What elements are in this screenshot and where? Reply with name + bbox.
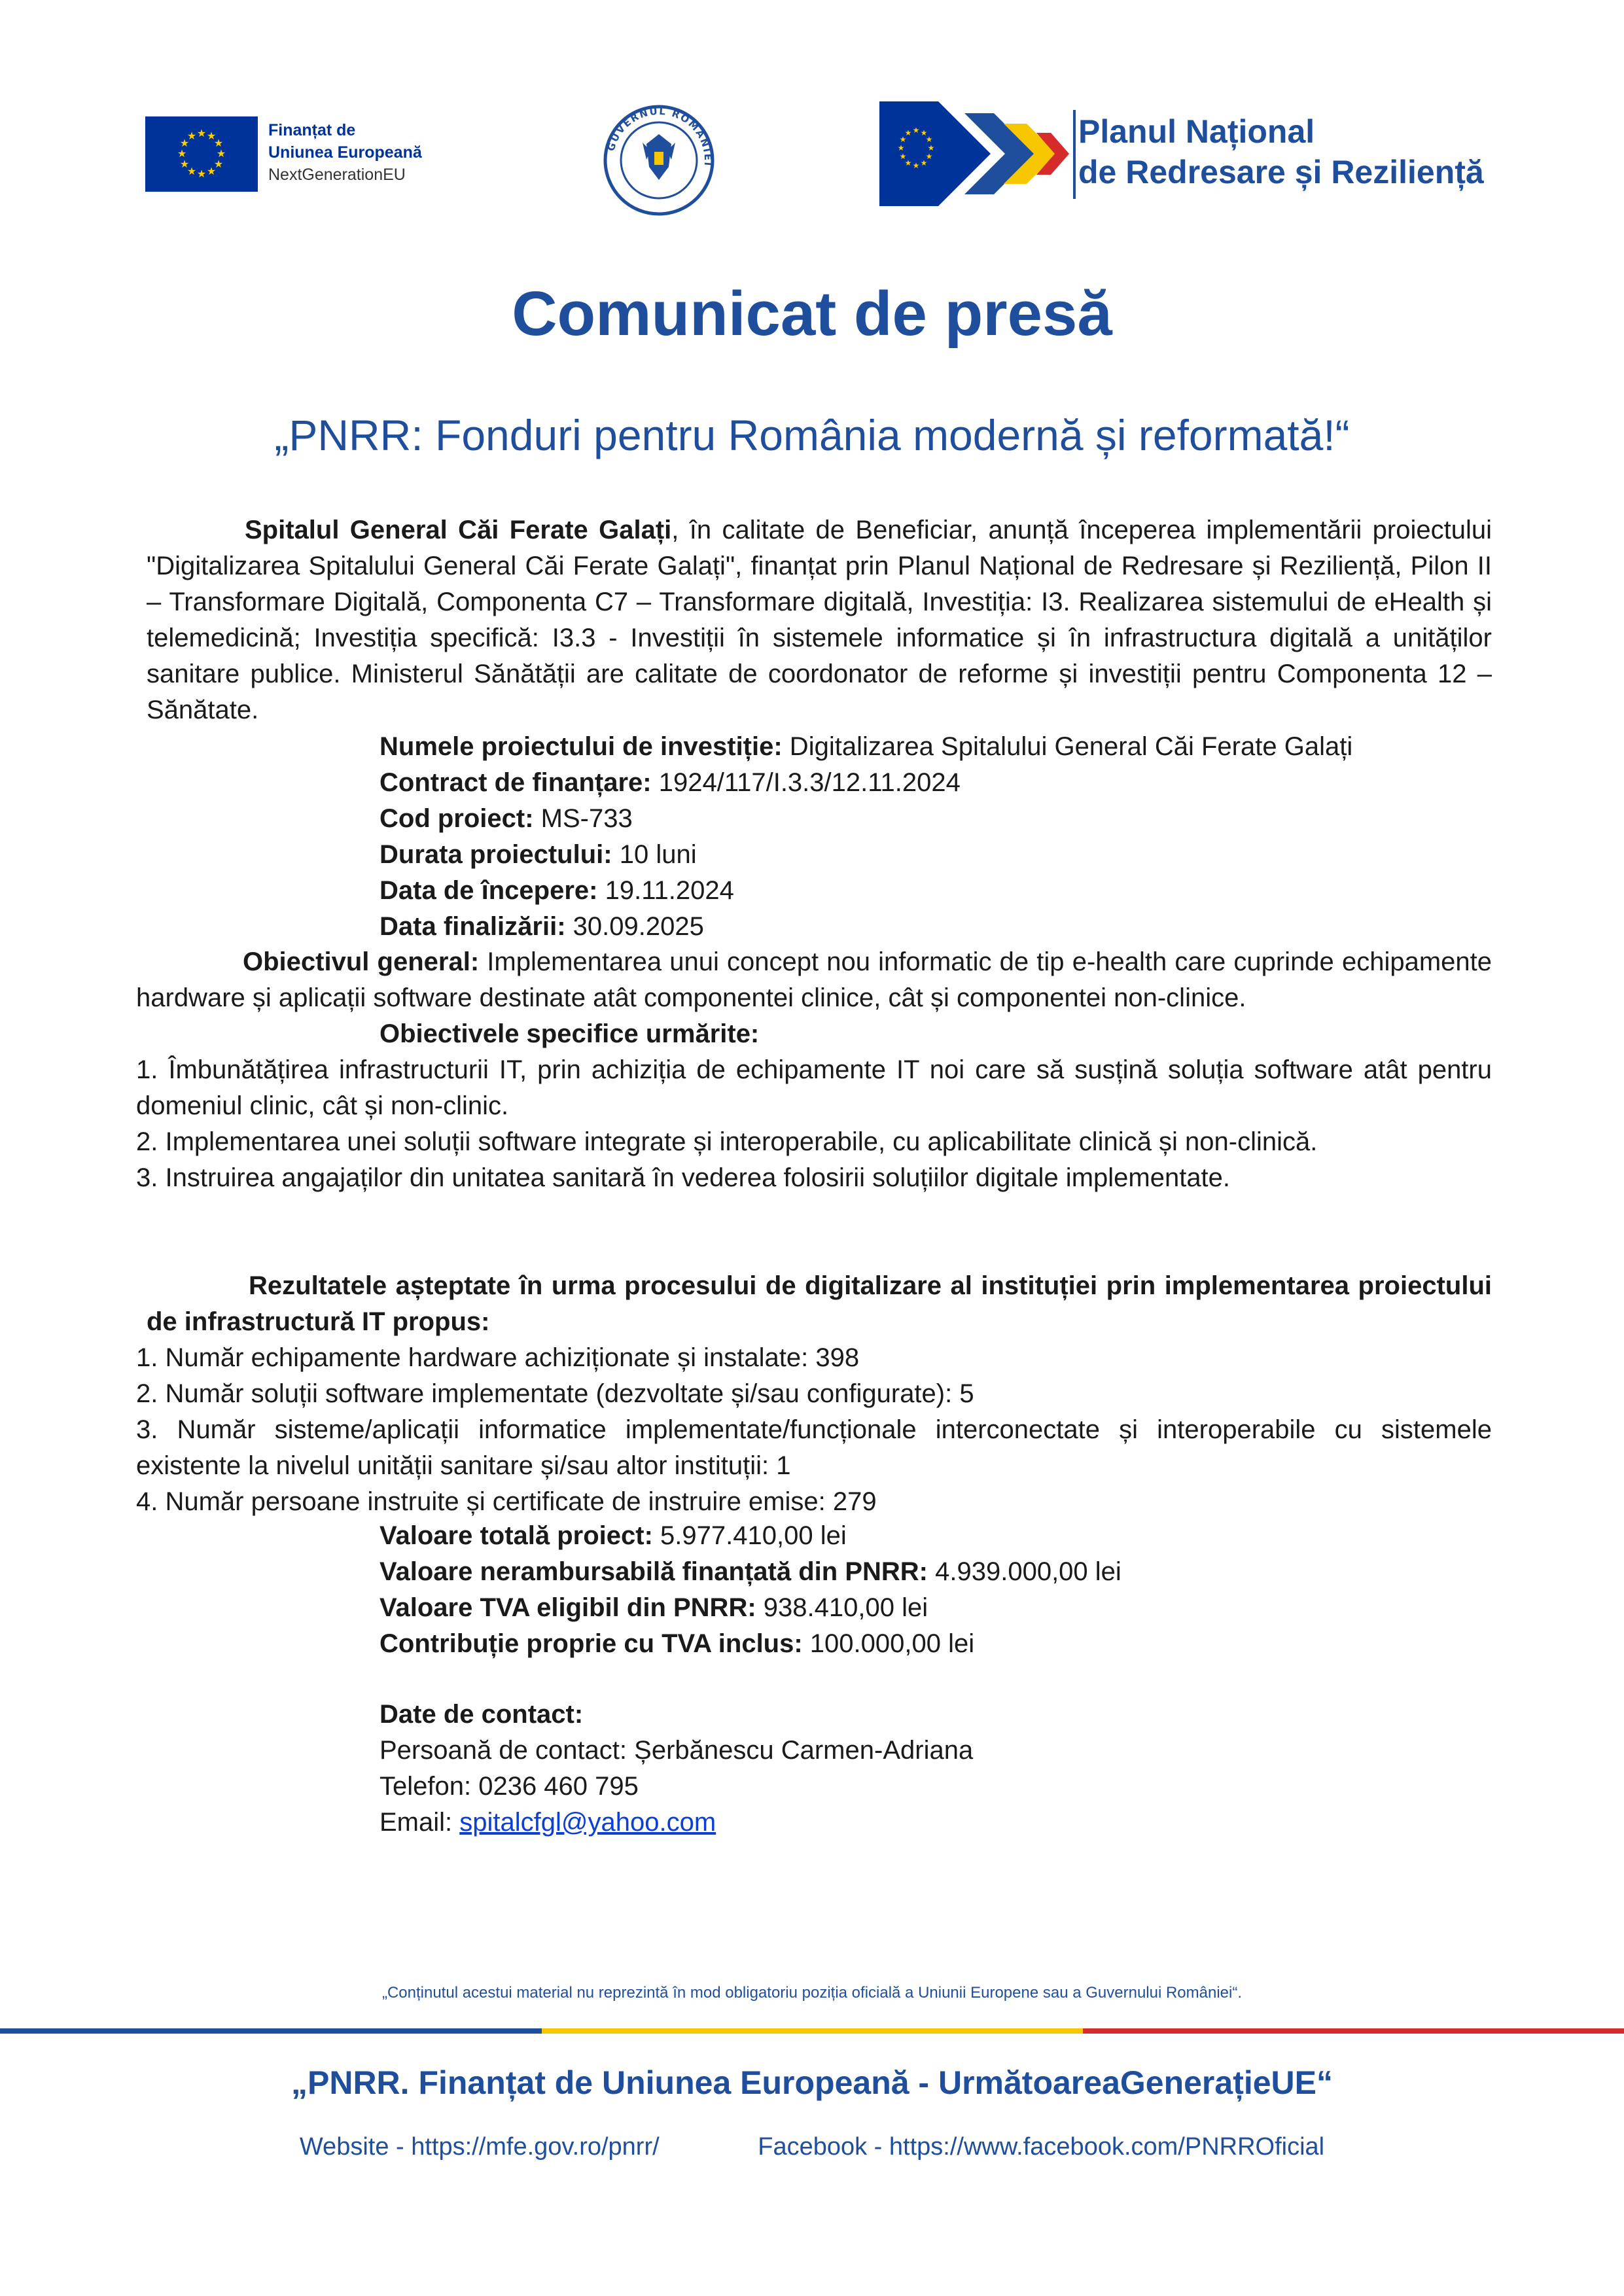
objectives-section <box>136 944 1492 1196</box>
email-label: Email: <box>380 1808 460 1837</box>
results-heading <box>136 1268 1492 1340</box>
svg-text:★: ★ <box>899 135 907 144</box>
facebook-link[interactable]: Facebook - https://www.facebook.com/PNRROficial <box>758 2133 1325 2161</box>
contact-section <box>136 1697 1492 1841</box>
detail-value: MS-733 <box>533 804 633 833</box>
specific-heading-text: Obiectivele specifice urmărite: <box>380 1019 760 1048</box>
detail-label: Contract de finanțare: <box>380 768 652 797</box>
detail-value: 19.11.2024 <box>597 876 734 905</box>
result-item: 3. Număr sisteme/aplicații informatice implementate/funcționale interconectate și interoperabile cu sistemele existente la nivelul unității sanitare și/sau altor instituții: 1 <box>136 1415 1492 1480</box>
general-objective-label: Obiectivul general: <box>243 947 480 976</box>
detail-row <box>136 837 1492 873</box>
footer-slogan: „PNRR. Finanțat de Uniunea Europeană - UrmătoareaGenerațieUE“ <box>291 2064 1333 2101</box>
svg-text:★: ★ <box>920 158 928 168</box>
specific-objective-item: 1. Îmbunătățirea infrastructurii IT, prin achiziția de echipamente IT noi care să susțină soluția software atât pentru domeniul clinic, cât și non-clinic. <box>136 1055 1492 1120</box>
contact-phone: Telefon: 0236 460 795 <box>380 1772 639 1801</box>
svg-text:★: ★ <box>196 127 207 139</box>
contact-heading <box>136 1697 1492 1733</box>
value-label: Valoare nerambursabilă finanțată din PNRR: <box>380 1557 928 1586</box>
svg-text:★: ★ <box>912 126 920 135</box>
detail-row <box>136 765 1492 801</box>
specific-objectives-heading <box>136 1016 1492 1052</box>
svg-text:★: ★ <box>927 143 935 152</box>
value-label: Valoare totală proiect: <box>380 1521 653 1550</box>
detail-value: 1924/117/I.3.3/12.11.2024 <box>651 768 961 797</box>
value-label: Contribuție proprie cu TVA inclus: <box>380 1629 803 1658</box>
general-objective-text: Implementarea unui concept nou informatic de tip e-health care cuprinde echipamente hardware și aplicații software destinate atât componentei clinice, cât și componentei non-clinice. <box>136 947 1492 1012</box>
svg-text:★: ★ <box>179 137 190 149</box>
detail-label: Data de începere: <box>380 876 598 905</box>
svg-text:★: ★ <box>897 143 905 152</box>
svg-text:★: ★ <box>920 128 928 137</box>
eu-flag-logo <box>145 116 258 192</box>
disclaimer: „Conținutul acestui material nu reprezintă în mod obligatoriu poziția oficială a Uniunii Europene sau a Guvernului României“. <box>381 1984 1243 2002</box>
eu-logo-line1: Finanțat de <box>268 121 356 139</box>
detail-label: Cod proiect: <box>380 804 534 833</box>
detail-value: 30.09.2025 <box>565 912 704 941</box>
pnrr-logo-divider <box>1073 110 1076 199</box>
value-amount: 100.000,00 lei <box>802 1629 975 1658</box>
detail-label: Data finalizării: <box>380 912 566 941</box>
project-details <box>136 729 1492 945</box>
footer-stripe-yellow <box>542 2028 1083 2034</box>
svg-text:★: ★ <box>899 152 907 161</box>
value-amount: 5.977.410,00 lei <box>652 1521 847 1550</box>
pnrr-logo-text <box>1078 111 1484 192</box>
detail-value: Digitalizarea Spitalului General Căi Ferate Galați <box>782 732 1353 761</box>
results-section <box>136 1268 1492 1520</box>
seal-text: GUVERNUL ROMÂNIEI <box>605 105 715 168</box>
svg-text:★: ★ <box>186 130 197 142</box>
detail-row <box>136 729 1492 765</box>
result-item: 1. Număr echipamente hardware achiziționate și instalate: 398 <box>136 1343 860 1372</box>
detail-row <box>136 801 1492 837</box>
general-objective <box>136 944 1492 1016</box>
value-row <box>136 1626 1492 1662</box>
svg-text:★: ★ <box>186 165 197 177</box>
intro-paragraph <box>147 512 1492 728</box>
svg-text:★: ★ <box>925 135 933 144</box>
eu-logo-line2: Uniunea Europeană <box>268 143 422 162</box>
eu-stars-icon <box>145 116 258 192</box>
footer-stripe-red <box>1083 2028 1624 2034</box>
detail-value: 10 luni <box>612 840 697 869</box>
specific-objective-item: 2. Implementarea unei soluții software integrate și interoperabile, cu aplicabilitate clinică și non-clinică. <box>136 1127 1318 1156</box>
eu-logo-line3: NextGenerationEU <box>268 166 406 184</box>
svg-text:★: ★ <box>206 130 217 142</box>
value-row <box>136 1518 1492 1554</box>
svg-text:★: ★ <box>196 168 207 180</box>
footer-links <box>0 2130 1624 2163</box>
value-amount: 4.939.000,00 lei <box>928 1557 1121 1586</box>
eu-logo-text <box>268 119 422 186</box>
pnrr-arrows-icon <box>879 101 1069 206</box>
svg-text:★: ★ <box>213 137 224 149</box>
results-heading-text: Rezultatele așteptate în urma procesului de digitalizare al instituției prin implementarea proiectului de infrastructură IT propus: <box>147 1271 1492 1336</box>
svg-text:★: ★ <box>925 152 933 161</box>
beneficiary-name: Spitalul General Căi Ferate Galați <box>245 516 672 544</box>
value-label: Valoare TVA eligibil din PNRR: <box>380 1593 756 1622</box>
contact-person: Persoană de contact: Șerbănescu Carmen-Adriana <box>380 1736 974 1765</box>
contact-email-row <box>136 1805 1492 1841</box>
svg-text:★: ★ <box>213 158 224 170</box>
detail-row <box>136 873 1492 909</box>
financial-values <box>136 1518 1492 1662</box>
romanian-coat-of-arms-icon <box>603 105 715 216</box>
svg-text:★: ★ <box>216 147 226 160</box>
value-amount: 938.410,00 lei <box>756 1593 928 1622</box>
result-item: 4. Număr persoane instruite și certificate de instruire emise: 279 <box>136 1487 877 1516</box>
page-title: Comunicat de presă <box>512 279 1112 349</box>
svg-text:★: ★ <box>904 128 912 137</box>
svg-text:★: ★ <box>177 147 187 160</box>
detail-row <box>136 909 1492 945</box>
pnrr-logo-line2: de Redresare și Reziliență <box>1078 154 1484 190</box>
detail-label: Numele proiectului de investiție: <box>380 732 783 761</box>
website-link[interactable]: Website - https://mfe.gov.ro/pnrr/ <box>299 2133 660 2161</box>
contact-heading-text: Date de contact: <box>380 1700 584 1729</box>
page-subtitle: „PNRR: Fonduri pentru România modernă și reformată!“ <box>274 411 1350 459</box>
government-seal-logo <box>603 105 715 216</box>
email-link[interactable]: spitalcfgl@yahoo.com <box>459 1808 716 1837</box>
specific-objective-item: 3. Instruirea angajaților din unitatea sanitară în vederea folosirii soluțiilor digitale implementate. <box>136 1163 1231 1192</box>
svg-text:★: ★ <box>912 161 920 170</box>
result-item: 2. Număr soluții software implementate (dezvoltate și/sau configurate): 5 <box>136 1379 974 1408</box>
pnrr-logo-line1: Planul Național <box>1078 113 1315 150</box>
svg-text:★: ★ <box>904 158 912 168</box>
value-row <box>136 1590 1492 1626</box>
detail-label: Durata proiectului: <box>380 840 612 869</box>
intro-text: , în calitate de Beneficiar, anunță începerea implementării proiectului "Digitalizarea Spitalului General Căi Ferate Galați", finanțat prin Planul Național de Redresare și Reziliență, Pilon II – Transformare Digitală, Componenta C7 – Transformare digitală, Investiția: I3. Realizarea sistemului de eHealth și telemedicină; Investiția specifică: I3.3 - Investiții în sistemele informatice și în infrastructura digitală a unităților sanitare publice. Ministerul Sănătății are calitate de coordonator de reforme și investiții pentru Componenta 12 – Sănătate. <box>147 516 1492 724</box>
svg-text:★: ★ <box>179 158 190 170</box>
pnrr-logo-graphic <box>879 101 1069 206</box>
footer-stripe-blue <box>0 2028 542 2034</box>
svg-text:★: ★ <box>206 165 217 177</box>
value-row <box>136 1554 1492 1590</box>
